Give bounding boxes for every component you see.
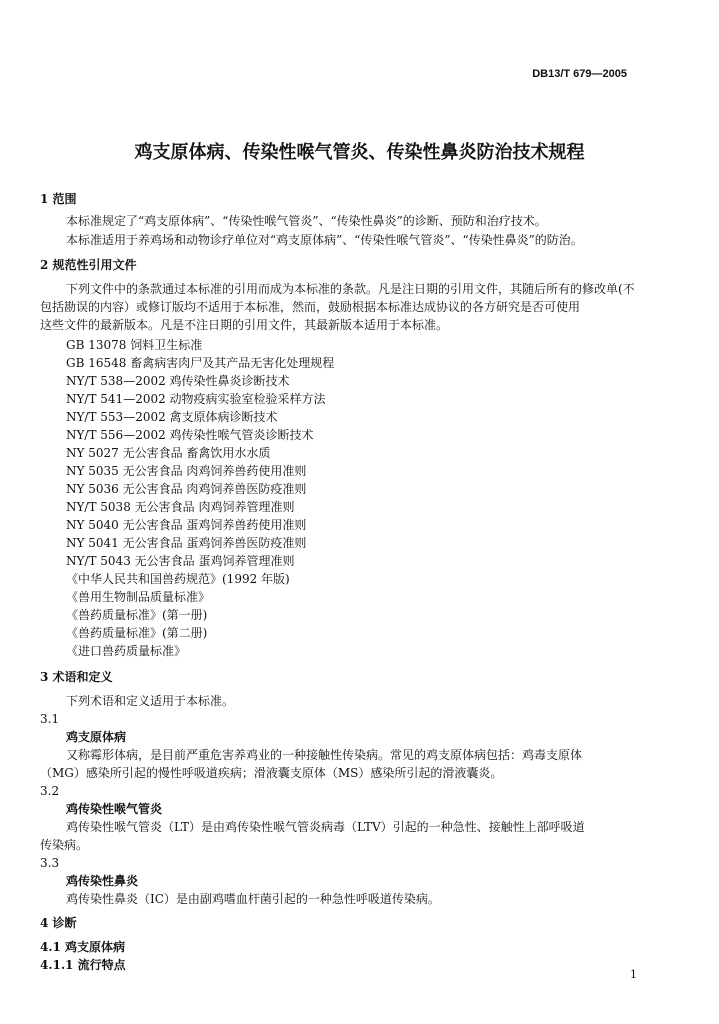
text-line: 《进口兽药质量标准》 (66, 644, 187, 658)
text-line: 下列术语和定义适用于本标准。 (66, 694, 235, 708)
text-line: 鸡传染性鼻炎（IC）是由副鸡嗜血杆菌引起的一种急性呼吸道传染病。 (66, 892, 440, 906)
section-heading: 鸡传染性喉气管炎 (66, 802, 163, 816)
section-heading: 4 诊断 (40, 916, 77, 930)
text-line: 鸡传染性喉气管炎（LT）是由鸡传染性喉气管炎病毒（LTV）引起的一种急性、接触性上部呼吸道 (66, 820, 585, 834)
text-line: NY/T 553—2002 禽支原体病诊断技术 (66, 410, 278, 424)
section-heading: 鸡传染性鼻炎 (66, 874, 139, 888)
section-heading: 鸡支原体病 (66, 730, 127, 744)
text-line: NY/T 5043 无公害食品 蛋鸡饲养管理准则 (66, 554, 295, 568)
text-line: NY 5036 无公害食品 肉鸡饲养兽医防疫准则 (66, 482, 307, 496)
text-line: 《中华人民共和国兽药规范》(1992 年版) (66, 572, 290, 586)
text-line: NY/T 541—2002 动物疫病实验室检验采样方法 (66, 392, 326, 406)
section-heading: 4.1 鸡支原体病 (40, 940, 126, 954)
text-line: NY/T 5038 无公害食品 肉鸡饲养管理准则 (66, 500, 295, 514)
document-title: 鸡支原体病、传染性喉气管炎、传染性鼻炎防治技术规程 (134, 142, 585, 163)
text-line: NY 5027 无公害食品 畜禽饮用水水质 (66, 446, 271, 460)
text-line: GB 13078 饲料卫生标准 (66, 338, 203, 352)
text-line: 下列文件中的条款通过本标准的引用而成为本标准的条款。凡是注日期的引用文件，其随后所有的修改单(不 (66, 282, 635, 296)
text-line: GB 16548 畜禽病害肉尸及其产品无害化处理规程 (66, 356, 335, 370)
text-line: 《兽用生物制品质量标准》 (66, 590, 211, 604)
section-heading: 2 规范性引用文件 (40, 258, 137, 272)
section-heading: 4.1.1 流行特点 (40, 958, 126, 972)
text-line: 包括勘误的内容）或修订版均不适用于本标准，然而，鼓励根据本标准达成协议的各方研究是否可使用 (40, 300, 581, 314)
text-line: 传染病。 (40, 838, 89, 852)
text-line: NY 5035 无公害食品 肉鸡饲养兽药使用准则 (66, 464, 307, 478)
text-line: NY/T 556—2002 鸡传染性喉气管炎诊断技术 (66, 428, 314, 442)
text-line: NY/T 538—2002 鸡传染性鼻炎诊断技术 (66, 374, 290, 388)
text-line: （MG）感染所引起的慢性呼吸道疾病；滑液囊支原体（MS）感染所引起的滑液囊炎。 (40, 766, 503, 780)
section-heading: 1 范围 (40, 192, 77, 206)
text-line: 《兽药质量标准》(第一册) (66, 608, 208, 622)
text-line: 3.3 (40, 856, 60, 870)
page-number: 1 (630, 968, 637, 981)
text-line: NY 5040 无公害食品 蛋鸡饲养兽药使用准则 (66, 518, 307, 532)
text-line: 本标准规定了“鸡支原体病”、“传染性喉气管炎”、“传染性鼻炎”的诊断、预防和治疗技术。 (66, 214, 547, 228)
text-line: 本标准适用于养鸡场和动物诊疗单位对“鸡支原体病”、“传染性喉气管炎”、“传染性鼻炎”的防治。 (66, 233, 583, 247)
text-line: 这些文件的最新版本。凡是不注日期的引用文件，其最新版本适用于本标准。 (40, 318, 449, 332)
text-line: NY 5041 无公害食品 蛋鸡饲养兽医防疫准则 (66, 536, 307, 550)
text-line: 又称霉形体病，是目前严重危害养鸡业的一种接触性传染病。常见的鸡支原体病包括：鸡毒支原体 (66, 748, 583, 762)
text-line: 《兽药质量标准》(第二册) (66, 626, 208, 640)
section-heading: 3 术语和定义 (40, 670, 113, 684)
document-code: DB13/T 679—2005 (532, 68, 627, 80)
text-line: 3.1 (40, 712, 60, 726)
text-line: 3.2 (40, 784, 60, 798)
